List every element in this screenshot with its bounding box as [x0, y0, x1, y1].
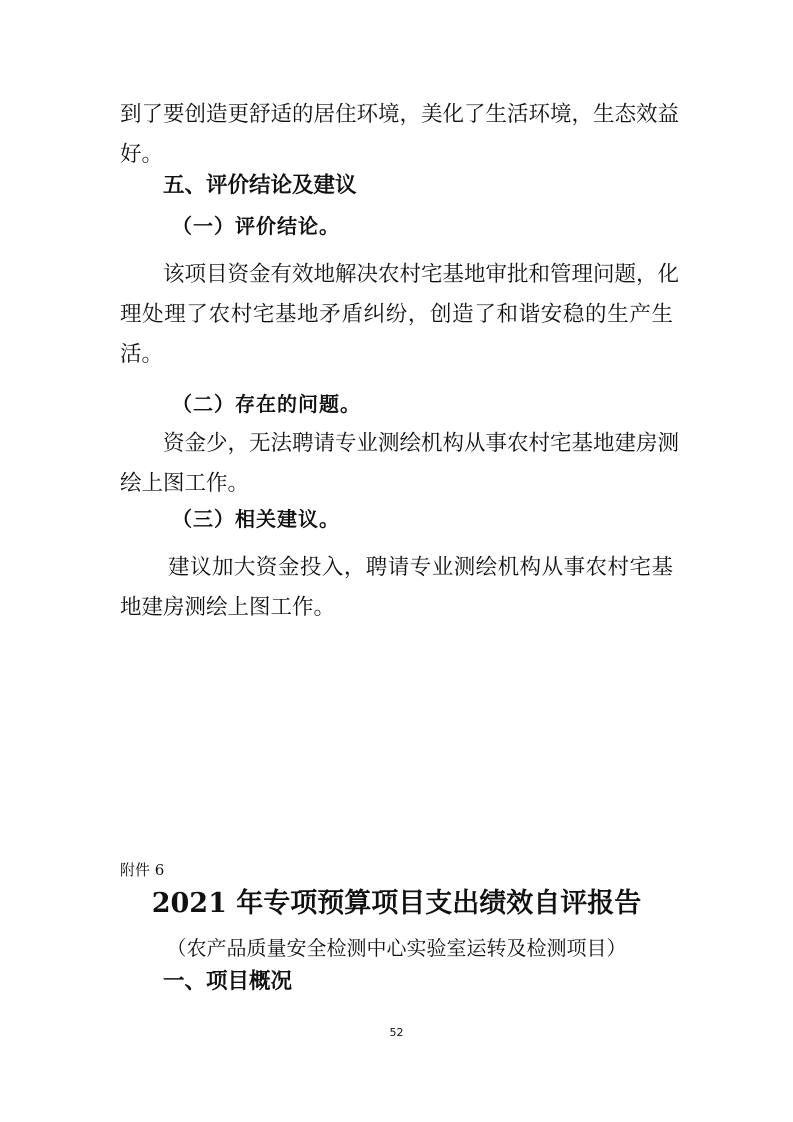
paragraph-line: 资金少，无法聘请专业测绘机构从事农村宅基地建房测	[163, 431, 680, 456]
paragraph-line: 该项目资金有效地解决农村宅基地审批和管理问题，化	[163, 262, 680, 287]
paragraph-line: 建议加大资金投入，聘请专业测绘机构从事农村宅基	[168, 555, 673, 580]
section-heading: 一、项目概况	[163, 969, 293, 994]
report-subtitle: （农产品质量安全检测中心实验室运转及检测项目）	[166, 936, 627, 960]
report-title: 2021 年专项预算项目支出绩效自评报告	[151, 888, 642, 919]
paragraph-line: 地建房测绘上图工作。	[120, 595, 336, 620]
paragraph-line: 活。	[120, 342, 164, 367]
subsection-heading: （二）存在的问题。	[172, 392, 361, 416]
paragraph-line: 理处理了农村宅基地矛盾纠纷，创造了和谐安稳的生产生	[120, 302, 673, 327]
subsection-heading: （一）评价结论。	[172, 214, 340, 238]
paragraph-line: 绘上图工作。	[120, 471, 250, 496]
subsection-heading: （三）相关建议。	[172, 507, 340, 531]
paragraph-line: 好。	[120, 142, 164, 167]
attachment-label: 附件 6	[120, 861, 165, 879]
section-heading: 五、评价结论及建议	[163, 173, 357, 198]
page-number: 52	[389, 1026, 404, 1039]
paragraph-line: 到了要创造更舒适的居住环境，美化了生活环境，生态效益	[120, 102, 680, 127]
